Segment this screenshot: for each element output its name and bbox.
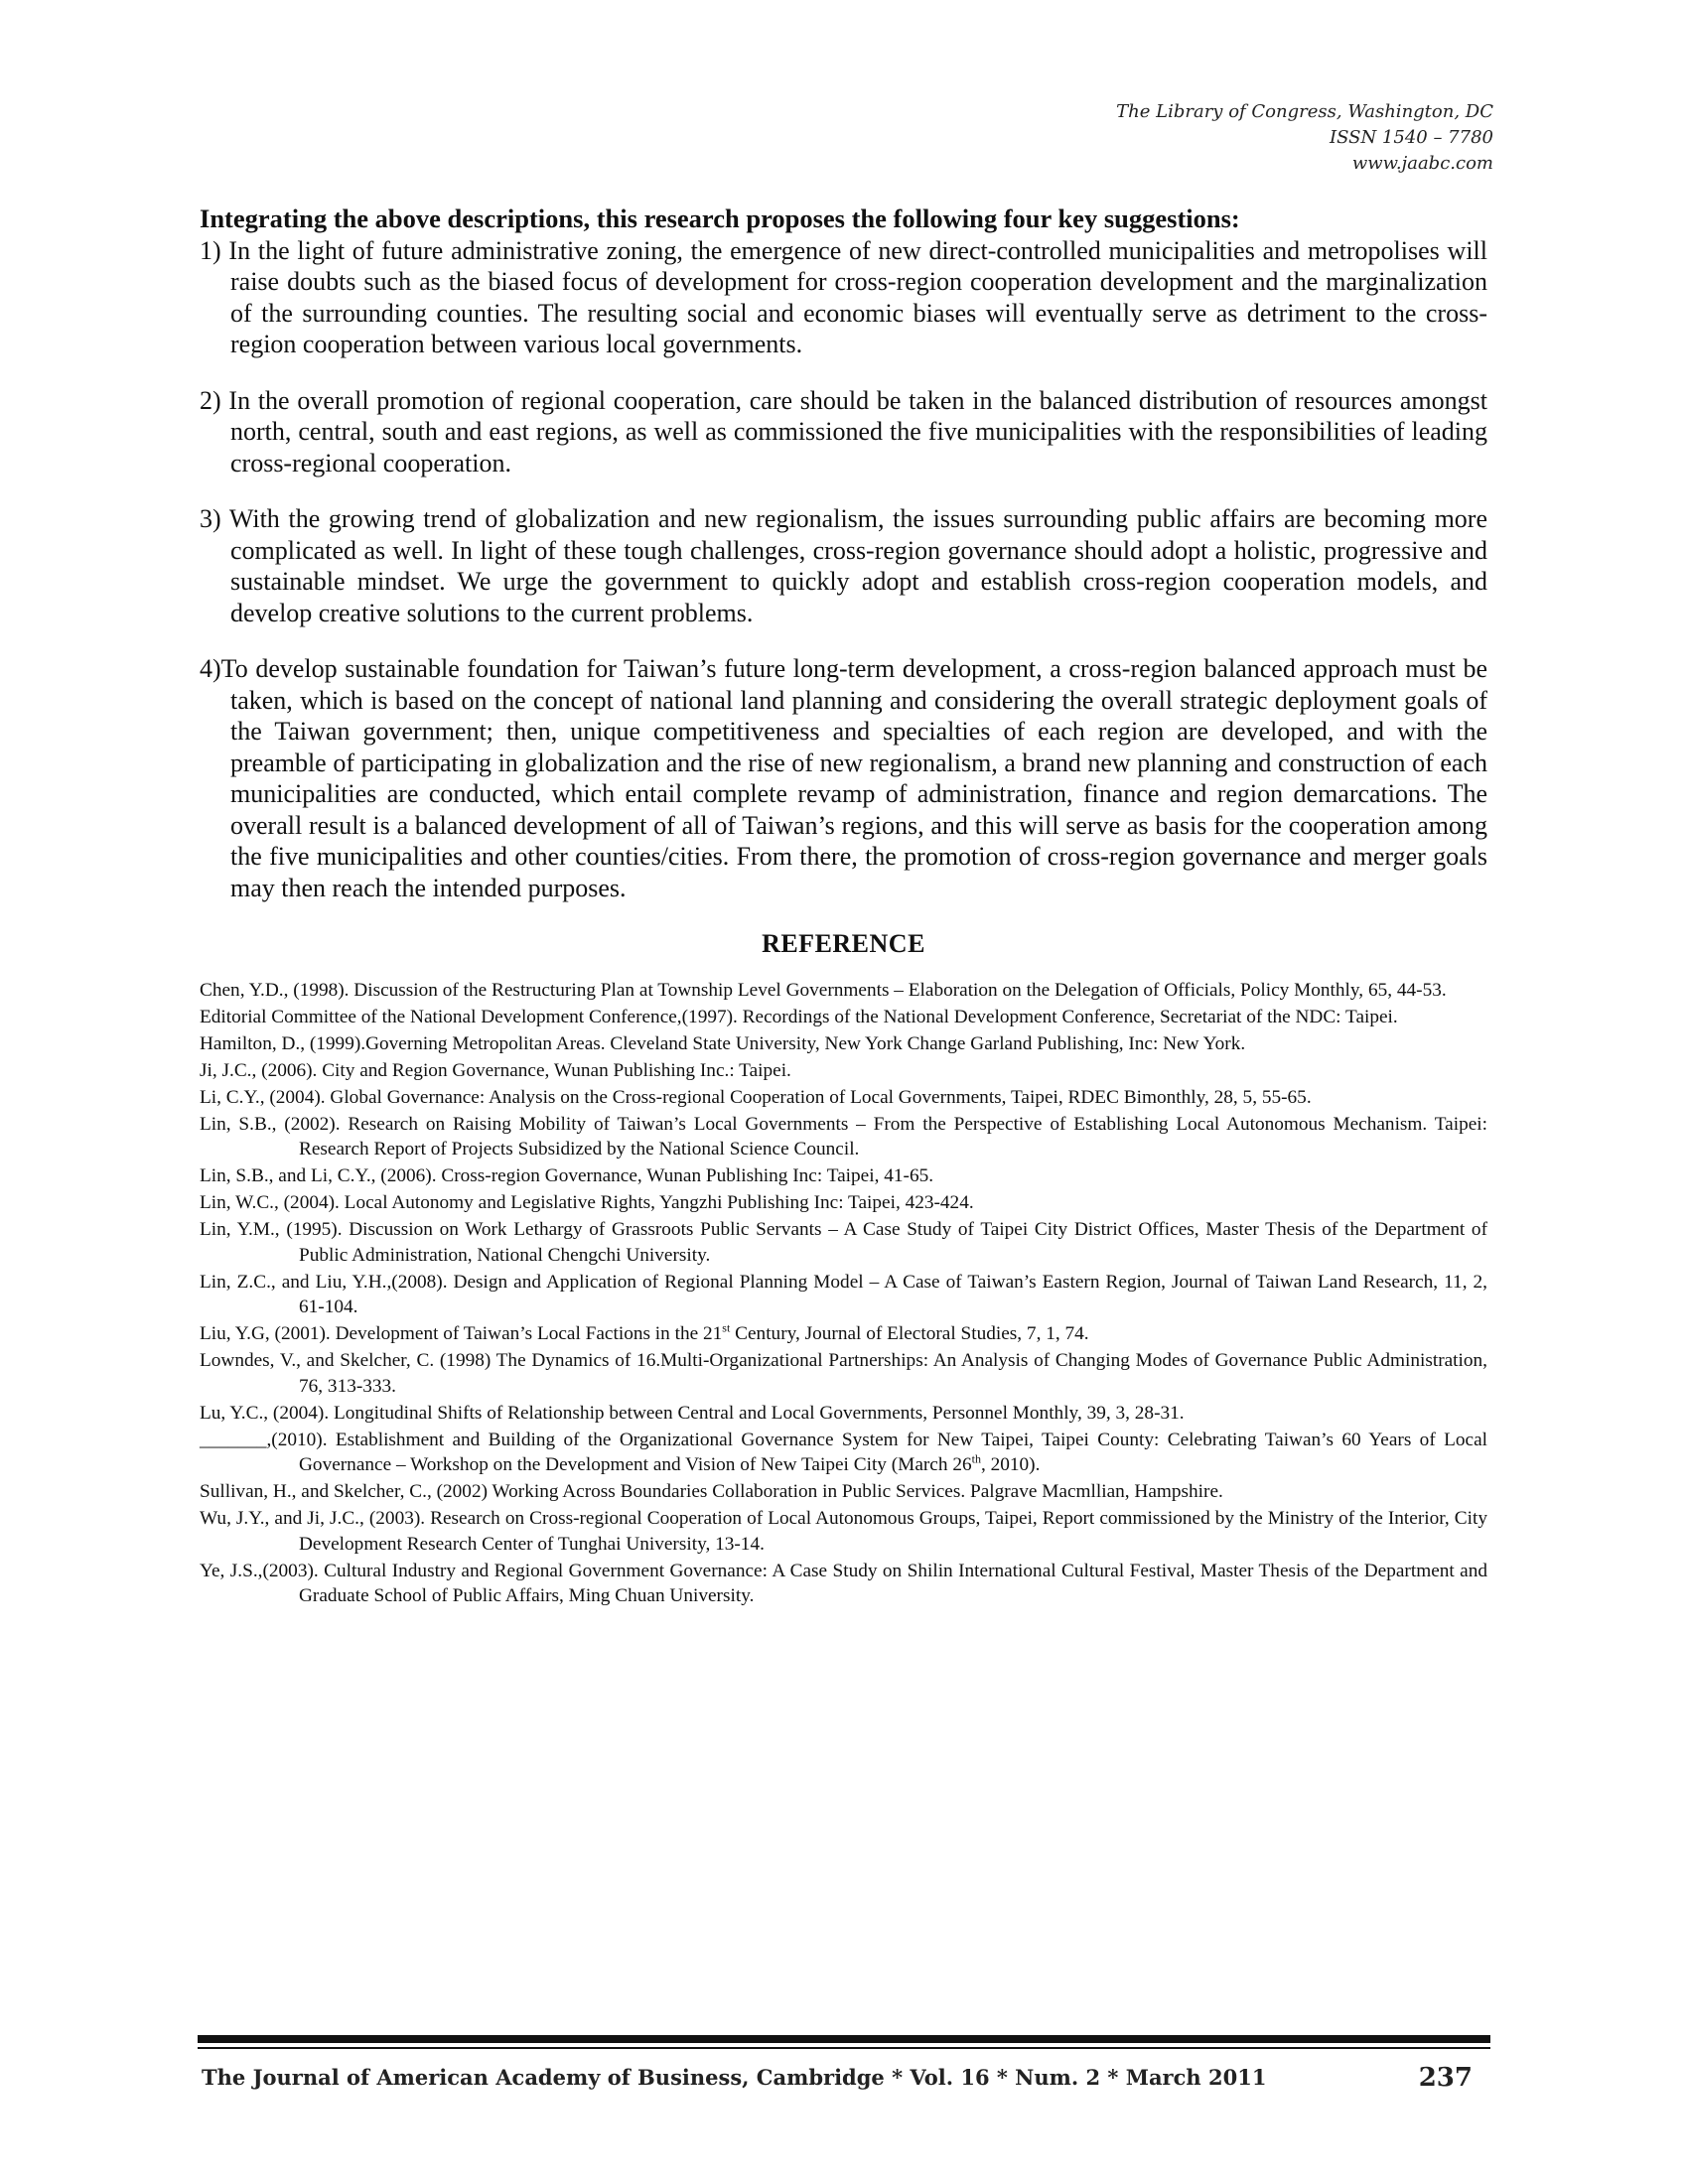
reference-entry: Lu, Y.C., (2004). Longitudinal Shifts of Relationship between Central and Local Governments, Personnel Monthly, 39, 3, 28-31.: [200, 1402, 1185, 1424]
reference-entry: [200, 1428, 1487, 1478]
reference-entry: Lin, Y.M., (1995). Discussion on Work Lethargy of Grassroots Public Servants – A Case Study of Taipei City District Offices, Master Thesis of the Department of Public Administration, National Chengchi University.: [200, 1219, 1487, 1266]
reference-entry: Li, C.Y., (2004). Global Governance: Analysis on the Cross-regional Cooperation of Local Governments, Taipei, RDEC Bimonthly, 28, 5, 55-65.: [200, 1086, 1312, 1108]
footer-rule-thick: [198, 2035, 1490, 2043]
suggestion-item: 4)To develop sustainable foundation for Taiwan’s future long-term development, a cross-region balanced approach must be taken, which is based on the concept of national land planning and considering the overall strategic deployment goals of the Taiwan government; then, unique competitiveness and specialties of each region are developed, and with the preamble of participating in globalization and the rise of new regionalism, a brand new planning and construction of each municipalities are conducted, which entail complete revamp of administration, finance and region demarcations. The overall result is a balanced development of all of Taiwan’s regions, and this will serve as basis for the cooperation among the five municipalities and other counties/cities. From there, the promotion of cross-region governance and merger goals may then reach the intended purposes.: [200, 654, 1487, 902]
main-content: [200, 204, 1487, 1610]
reference-entry: Wu, J.Y., and Ji, J.C., (2003). Research on Cross-regional Cooperation of Local Autonomous Groups, Taipei, Report commissioned by the Ministry of the Interior, City Development Research Center of Tunghai University, 13-14.: [200, 1508, 1487, 1555]
reference-superscript: st: [722, 1320, 731, 1335]
suggestions-lead: Integrating the above descriptions, this research proposes the following four key suggestions:: [200, 204, 1240, 233]
suggestion-item: 3) With the growing trend of globalization and new regionalism, the issues surrounding public affairs are becoming more complicated as well. In light of these tough challenges, cross-region governance should adopt a holistic, progressive and sustainable mindset. We urge the government to quickly adopt and establish cross-region cooperation models, and develop creative solutions to the current problems.: [200, 504, 1487, 627]
footer-rule-thin: [198, 2047, 1490, 2049]
suggestions-list: [200, 235, 1487, 904]
reference-entry: Lin, S.B., and Li, C.Y., (2006). Cross-region Governance, Wunan Publishing Inc: Taipei, 41-65.: [200, 1165, 934, 1186]
reference-entry: Hamilton, D., (1999).Governing Metropolitan Areas. Cleveland State University, New York Change Garland Publishing, Inc: New York.: [200, 1032, 1246, 1054]
reference-text: Liu, Y.G, (2001). Development of Taiwan’s Local Factions in the 21: [200, 1323, 723, 1344]
reference-entry: Lin, Z.C., and Liu, Y.H.,(2008). Design and Application of Regional Planning Model – A Case of Taiwan’s Eastern Region, Journal of Taiwan Land Research, 11, 2, 61-104.: [200, 1271, 1487, 1317]
reference-entry: Chen, Y.D., (1998). Discussion of the Restructuring Plan at Township Level Governments – Elaboration on the Delegation of Officials, Policy Monthly, 65, 44-53.: [200, 979, 1447, 1001]
reference-entry: Lin, W.C., (2004). Local Autonomy and Legislative Rights, Yangzhi Publishing Inc: Taipei, 423-424.: [200, 1192, 974, 1213]
reference-entry: Ji, J.C., (2006). City and Region Governance, Wunan Publishing Inc.: Taipei.: [200, 1059, 791, 1081]
suggestion-item: 1) In the light of future administrative zoning, the emergence of new direct-controlled municipalities and metropolises will raise doubts such as the biased focus of development for cross-region cooperation development and the marginalization of the surrounding counties. The resulting social and economic biases will eventually serve as detriment to the cross-region cooperation between various local governments.: [200, 235, 1487, 358]
reference-heading: REFERENCE: [762, 929, 925, 958]
reference-entry: Ye, J.S.,(2003). Cultural Industry and Regional Government Governance: A Case Study on Shilin International Cultural Festival, Master Thesis of the Department and Graduate School of Public Affairs, Ming Chuan University.: [200, 1560, 1487, 1606]
reference-text: , 2010).: [980, 1454, 1041, 1475]
footer-journal: The Journal of American Academy of Business, Cambridge * Vol. 16 * Num. 2 * March 2011: [202, 2065, 1267, 2090]
reference-entry: Sullivan, H., and Skelcher, C., (2002) Working Across Boundaries Collaboration in Public Services. Palgrave Macmllian, Hampshire.: [200, 1481, 1223, 1502]
reference-text: _______,(2010). Establishment and Building of the Organizational Governance System for New Taipei, Taipei County: Celebrating Taiwan’s 60 Years of Local Governance – Workshop on the Development and Vision of New Taipei City (March 26: [200, 1429, 1487, 1475]
header-website: www.jaabc.com: [1351, 153, 1493, 174]
page-number: 237: [1418, 2063, 1473, 2093]
reference-entry: Lin, S.B., (2002). Research on Raising Mobility of Taiwan’s Local Governments – From the Perspective of Establishing Local Autonomous Mechanism. Taipei: Research Report of Projects Subsidized by the National Science Council.: [200, 1113, 1487, 1160]
header-issn: ISSN 1540 – 7780: [1330, 127, 1493, 148]
reference-entry: [200, 1321, 1487, 1347]
reference-list: [200, 978, 1487, 1609]
reference-entry: Editorial Committee of the National Development Conference,(1997). Recordings of the National Development Conference, Secretariat of the NDC: Taipei.: [200, 1006, 1398, 1027]
header-library: The Library of Congress, Washington, DC: [1116, 101, 1493, 122]
reference-superscript: th: [971, 1451, 981, 1466]
running-header: [1116, 99, 1493, 177]
running-footer: [202, 2063, 1473, 2093]
reference-entry: Lowndes, V., and Skelcher, C. (1998) The Dynamics of 16.Multi-Organizational Partnerships: An Analysis of Changing Modes of Governance Public Administration, 76, 313-333.: [200, 1350, 1487, 1397]
suggestion-item: 2) In the overall promotion of regional cooperation, care should be taken in the balanced distribution of resources amongst north, central, south and east regions, as well as commissioned the five municipalities with the responsibilities of leading cross-regional cooperation.: [200, 385, 1487, 478]
reference-text: Century, Journal of Electoral Studies, 7, 1, 74.: [730, 1323, 1089, 1344]
